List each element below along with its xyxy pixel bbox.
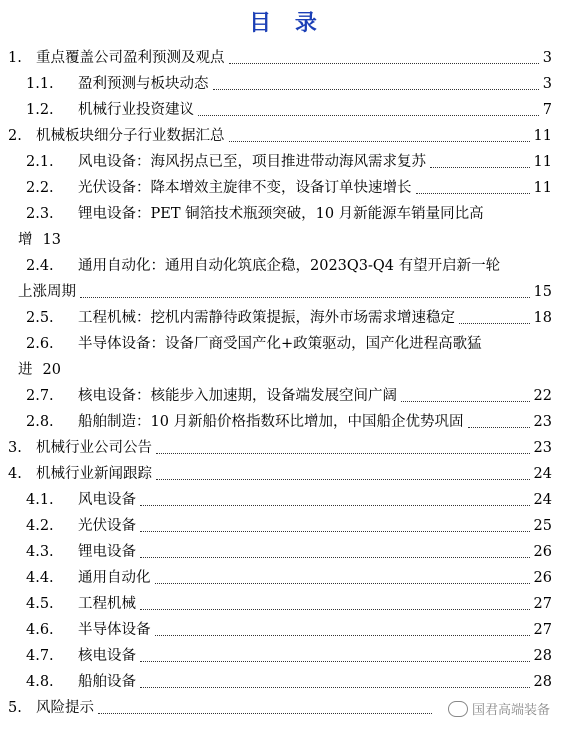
dot-leader	[198, 97, 539, 116]
toc-subsection[interactable]	[8, 617, 552, 643]
dot-leader	[140, 591, 530, 610]
toc-page-number: 23	[533, 440, 552, 456]
toc-page-number: 26	[533, 544, 552, 560]
page-title: 目 录	[249, 11, 325, 36]
toc-subsection[interactable]	[8, 565, 552, 591]
toc-title: 光伏设备：降本增效主旋律不变，设备订单快速增长	[78, 180, 412, 196]
toc-page-number: 3	[542, 76, 552, 92]
toc-page-number: 27	[533, 622, 552, 638]
toc-subsection[interactable]	[8, 253, 552, 279]
toc-number: 2.7.	[26, 388, 54, 404]
dot-leader	[156, 461, 530, 480]
toc-page-number: 11	[533, 180, 552, 196]
toc-subsection[interactable]	[8, 331, 552, 357]
dot-leader	[416, 175, 530, 194]
dot-leader	[229, 123, 530, 142]
toc-title: 工程机械：挖机内需静待政策提振，海外市场需求增速稳定	[78, 310, 455, 326]
toc-subsection-continuation[interactable]	[8, 279, 552, 305]
dot-leader	[98, 695, 432, 714]
toc-page-number: 18	[533, 310, 552, 326]
toc-title: 光伏设备	[78, 518, 136, 534]
dot-leader	[401, 383, 530, 402]
toc-title-continuation: 上涨周期	[18, 284, 76, 300]
toc-number: 3.	[8, 440, 22, 456]
toc-number: 4.7.	[26, 648, 54, 664]
toc-title-continuation: 增	[18, 232, 33, 248]
toc-page-number: 11	[533, 154, 552, 170]
toc-number: 2.8.	[26, 414, 54, 430]
dot-leader	[80, 279, 530, 298]
toc-subsection[interactable]	[8, 669, 552, 695]
toc-number: 1.1.	[26, 76, 54, 92]
toc-title: 机械行业投资建议	[78, 102, 194, 118]
toc-section[interactable]	[8, 123, 552, 149]
dot-leader	[140, 487, 530, 506]
toc-page-number: 22	[533, 388, 552, 404]
toc-page-number: 15	[533, 284, 552, 300]
toc-number: 2.5.	[26, 310, 54, 326]
toc-title: 机械板块细分子行业数据汇总	[36, 128, 225, 144]
toc-subsection[interactable]	[8, 97, 552, 123]
toc-title: 核电设备：核能步入加速期，设备端发展空间广阔	[78, 388, 397, 404]
toc-title: 机械行业公司公告	[36, 440, 152, 456]
toc-page-number: 28	[533, 674, 552, 690]
toc-number: 4.6.	[26, 622, 54, 638]
toc-page-number: 11	[533, 128, 552, 144]
toc-page-number: 24	[533, 466, 552, 482]
dot-leader	[468, 409, 530, 428]
toc-page-number: 13	[42, 232, 61, 248]
toc-number: 2.1.	[26, 154, 54, 170]
toc-subsection[interactable]	[8, 71, 552, 97]
dot-leader	[140, 513, 530, 532]
toc-subsection[interactable]	[8, 487, 552, 513]
toc-title: 盈利预测与板块动态	[78, 76, 209, 92]
toc-title: 锂电设备：PET 铜箔技术瓶颈突破，10 月新能源车销量同比高	[78, 206, 484, 222]
toc-title: 通用自动化：通用自动化筑底企稳，2023Q3-Q4 有望开启新一轮	[78, 258, 501, 274]
dot-leader	[459, 305, 530, 324]
toc-number: 4.1.	[26, 492, 54, 508]
toc-subsection-continuation[interactable]	[8, 227, 552, 253]
toc-title: 风电设备：海风拐点已至，项目推进带动海风需求复苏	[78, 154, 426, 170]
wechat-icon	[448, 701, 468, 717]
toc-subsection[interactable]	[8, 305, 552, 331]
toc-subsection[interactable]	[8, 149, 552, 175]
toc-number: 4.3.	[26, 544, 54, 560]
toc-number: 2.4.	[26, 258, 54, 274]
toc-title: 通用自动化	[78, 570, 151, 586]
toc-title: 风电设备	[78, 492, 136, 508]
dot-leader	[140, 643, 530, 662]
dot-leader	[140, 539, 530, 558]
toc-number: 4.8.	[26, 674, 54, 690]
toc-section[interactable]	[8, 45, 552, 71]
toc-number: 5.	[8, 700, 22, 716]
toc-page-number: 3	[542, 50, 552, 66]
toc-subsection[interactable]	[8, 591, 552, 617]
toc-title: 锂电设备	[78, 544, 136, 560]
toc-title: 重点覆盖公司盈利预测及观点	[36, 50, 225, 66]
toc-subsection[interactable]	[8, 643, 552, 669]
toc-title: 机械行业新闻跟踪	[36, 466, 152, 482]
toc-title: 半导体设备	[78, 622, 151, 638]
dot-leader	[140, 669, 530, 688]
toc-page-number: 28	[533, 648, 552, 664]
toc-subsection[interactable]	[8, 383, 552, 409]
toc-title: 工程机械	[78, 596, 136, 612]
toc-subsection[interactable]	[8, 175, 552, 201]
toc-number: 4.	[8, 466, 22, 482]
toc-subsection[interactable]	[8, 409, 552, 435]
toc-page-number: 26	[533, 570, 552, 586]
watermark-text: 国君高端装备	[472, 703, 551, 718]
toc-number: 1.2.	[26, 102, 54, 118]
toc-number: 4.4.	[26, 570, 54, 586]
toc-number: 4.5.	[26, 596, 54, 612]
toc-title: 风险提示	[36, 700, 94, 716]
toc-page-number: 23	[533, 414, 552, 430]
toc-subsection[interactable]	[8, 539, 552, 565]
toc-number: 2.2.	[26, 180, 54, 196]
toc-page-number: 20	[42, 362, 61, 378]
toc-number: 2.	[8, 128, 22, 144]
dot-leader	[155, 565, 530, 584]
toc-section[interactable]	[8, 435, 552, 461]
toc-page-number: 25	[533, 518, 552, 534]
toc-page-number: 27	[533, 596, 552, 612]
toc-title-continuation: 进	[18, 362, 33, 378]
toc-subsection-continuation[interactable]	[8, 357, 552, 383]
toc-title: 核电设备	[78, 648, 136, 664]
toc-number: 4.2.	[26, 518, 54, 534]
toc-title: 船舶设备	[78, 674, 136, 690]
toc-title: 半导体设备：设备厂商受国产化+政策驱动，国产化进程高歌猛	[78, 336, 482, 352]
toc-title: 船舶制造：10 月新船价格指数环比增加，中国船企优势巩固	[78, 414, 464, 430]
toc-number: 2.3.	[26, 206, 54, 222]
toc-number: 1.	[8, 50, 22, 66]
dot-leader	[430, 149, 530, 168]
dot-leader	[213, 71, 539, 90]
toc-page-number: 24	[533, 492, 552, 508]
toc-page-number: 7	[542, 102, 552, 118]
dot-leader	[156, 435, 530, 454]
dot-leader	[229, 45, 539, 64]
toc-subsection[interactable]	[8, 513, 552, 539]
toc-subsection[interactable]	[8, 201, 552, 227]
toc-section[interactable]	[8, 461, 552, 487]
watermark	[448, 695, 574, 731]
toc-number: 2.6.	[26, 336, 54, 352]
dot-leader	[155, 617, 530, 636]
